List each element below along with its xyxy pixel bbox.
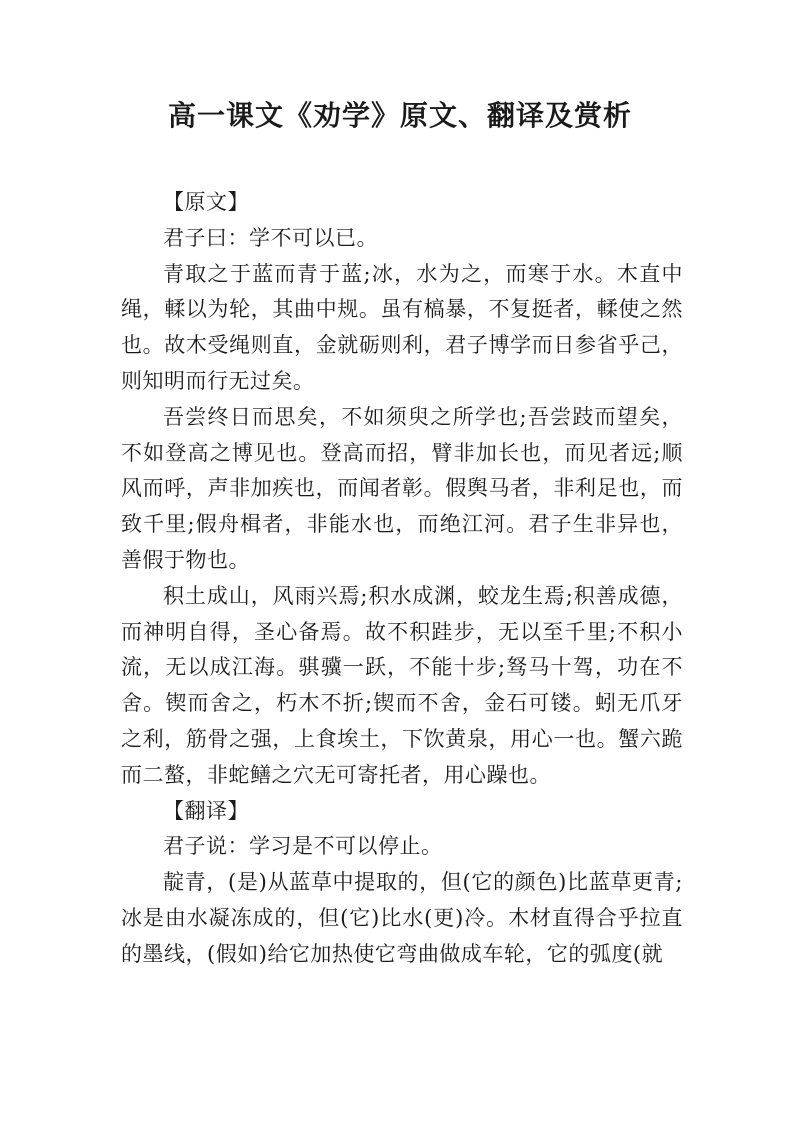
paragraph: 君子说：学习是不可以停止。 [163, 834, 443, 859]
paragraph: 吾尝终日而思矣，不如须臾之所学也;吾尝跂而望矣，不如登高之博见也。登高而招，臂非加长也，而见者远;顺风而呼，声非加疾也，而闻者彰。假舆马者，非利足也，而致千里;假舟楫者，非能水也，而绝江河。君子生非异也，善假于物也。 [121, 404, 683, 572]
section-heading-original: 【原文】 [163, 190, 249, 214]
paragraph: 积土成山，风雨兴焉;积水成渊，蛟龙生焉;积善成德，而神明自得，圣心备焉。故不积跬步，无以至千里;不积小流，无以成江海。骐骥一跃，不能十步;驽马十驾，功在不舍。锲而舍之，朽木不折;锲而不舍，金石可镂。蚓无爪牙之利，筋骨之强，上食埃土，下饮黄泉，用心一也。蟹六跪而二螯，非蛇鳝之穴无可寄托者，用心躁也。 [121, 583, 683, 787]
paragraph: 靛青，(是)从蓝草中提取的，但(它的颜色)比蓝草更青;冰是由水凝冻成的，但(它)比水(更)冷。木材直得合乎拉直的墨线，(假如)给它加热使它弯曲做成车轮，它的弧度(就 [121, 870, 683, 966]
document-title: 高一课文《劝学》原文、翻译及赏析 [167, 99, 632, 132]
paragraph: 青取之于蓝而青于蓝;冰，水为之，而寒于水。木直中绳，輮以为轮，其曲中规。虽有槁暴，不复挺者，輮使之然也。故木受绳则直，金就砺则利，君子博学而日参省乎己，则知明而行无过矣。 [121, 261, 683, 393]
document-body [121, 185, 683, 973]
section-heading-translation: 【翻译】 [163, 798, 249, 823]
paragraph: 君子曰：学不可以已。 [163, 225, 378, 250]
